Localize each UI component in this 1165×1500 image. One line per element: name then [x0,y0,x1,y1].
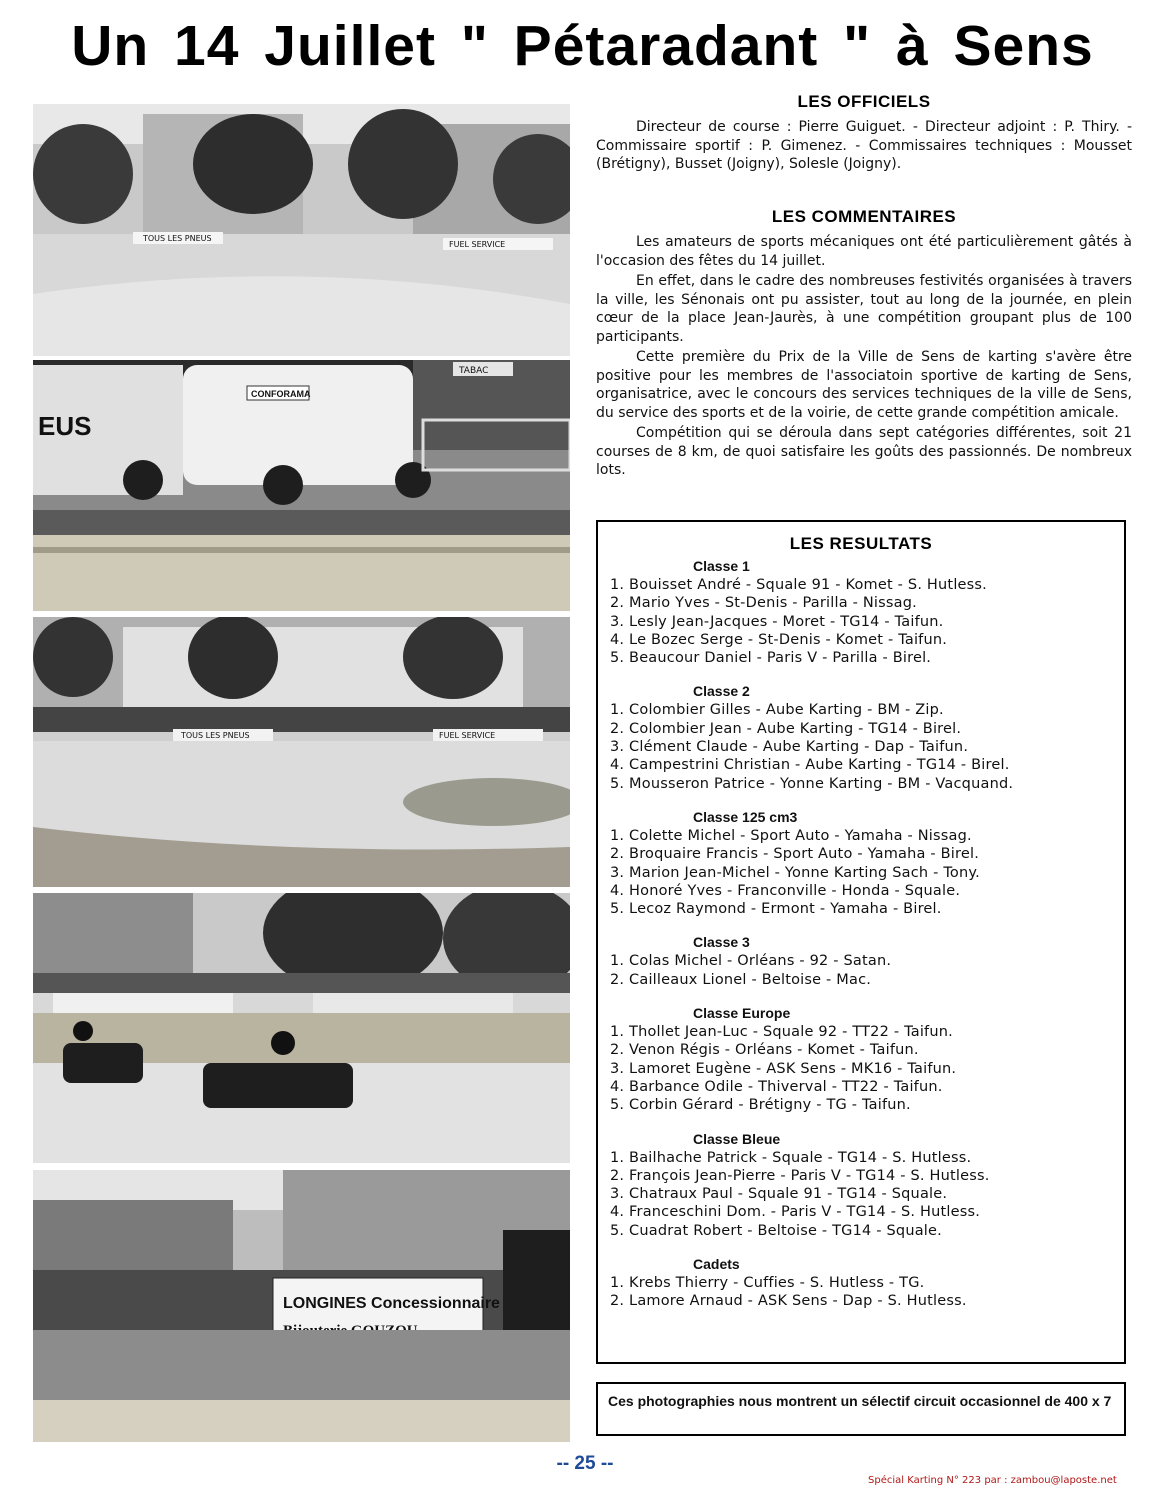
result-list [598,1023,1124,1114]
officiels-text: Directeur de course : Pierre Guiguet. - Directeur adjoint : P. Thiry. - Commissaire sportif : P. Gimenez. - Commissaires techniques : Mousset (Brétigny), Busset (Joigny), Solesle (Joigny). [596,119,1132,172]
result-list [598,827,1124,918]
result-entry: 1. Krebs Thierry - Cuffies - S. Hutless - TG. [610,1275,925,1292]
class-heading: Classe 2 [693,683,750,700]
result-entry: 4. Barbance Odile - Thiverval - TT22 - Taifun. [610,1078,943,1095]
result-entry: 5. Mousseron Patrice - Yonne Karting - BM - Vacquand. [610,775,1014,792]
commentaires-paragraph: En effet, dans le cadre des nombreuses festivités organisées à travers la ville, les Sénonais ont pu assister, tout au long de la journée, en plein cœur de la place Jean-Jaurès, à une compétition groupant plus de 100 participants. [596,273,1132,345]
photo-caption: Ces photographies nous montrent un sélectif circuit occasionnel de 400 x 7 [596,1382,1126,1436]
banner-longines: LONGINES Concessionnaire [283,1295,500,1312]
result-entry: 2. François Jean-Pierre - Paris V - TG14 - S. Hutless. [610,1167,990,1184]
result-entry: 1. Colette Michel - Sport Auto - Yamaha - Nissag. [610,827,972,844]
result-entry: 5. Cuadrat Robert - Beltoise - TG14 - Squale. [610,1222,942,1239]
resultats-box [596,520,1126,1364]
result-entry: 2. Venon Régis - Orléans - Komet - Taifun. [610,1042,919,1059]
result-entry: 1. Colas Michel - Orléans - 92 - Satan. [610,953,892,970]
class-heading: Classe Europe [693,1005,791,1022]
class-heading: Cadets [693,1256,740,1273]
result-entry: 1. Bouisset André - Squale 91 - Komet - S. Hutless. [610,577,987,593]
sign-tous-les-pneus: TOUS LES PNEUS [143,234,212,243]
footer-credit: Spécial Karting N° 223 par : zambou@laposte.net [868,1475,1117,1486]
sign-conforama: CONFORAMA [251,389,311,399]
class-heading: Classe 3 [693,934,750,951]
photo-spectators-banner [33,1170,570,1442]
sign-fuel-service: FUEL SERVICE [449,240,506,249]
result-entry: 1. Thollet Jean-Luc - Squale 92 - TT22 - Taifun. [610,1024,953,1041]
photo-circuit [33,617,570,887]
photo-square-barriers [33,104,570,356]
commentaires-paragraph: Cette première du Prix de la Ville de Sens de karting s'avère être positive pour les membres de l'associatoin sportive de karting de Sens, organisatrice, avec le concours des services techniques de la ville de Sens, du service des sports et de la voirie, de cette grande compétition amicale. [596,349,1132,421]
class-heading: Classe 1 [693,558,750,574]
commentaires-paragraph: Les amateurs de sports mécaniques ont été particulièrement gâtés à l'occasion des fêtes du 14 juillet. [596,234,1132,269]
sign-fuel-service-2: FUEL SERVICE [439,731,496,740]
result-list [598,1149,1124,1240]
result-list [598,1274,1124,1311]
result-entry: 3. Marion Jean-Michel - Yonne Karting Sach - Tony. [610,864,980,881]
commentaires-heading: LES COMMENTAIRES [771,207,957,226]
resultats-classes [598,556,1124,1311]
page-number: -- 25 -- [556,1453,614,1474]
result-entry: 3. Clément Claude - Aube Karting - Dap - Taifun. [610,739,969,756]
result-entry: 4. Franceschini Dom. - Paris V - TG14 - S. Hutless. [610,1204,981,1221]
result-entry: 1. Bailhache Patrick - Squale - TG14 - S. Hutless. [610,1149,972,1166]
result-entry: 3. Lesly Jean-Jacques - Moret - TG14 - Taifun. [610,613,944,630]
result-entry: 5. Beaucour Daniel - Paris V - Parilla - Birel. [610,650,932,667]
officiels-heading: LES OFFICIELS [797,92,931,111]
result-entry: 3. Lamoret Eugène - ASK Sens - MK16 - Taifun. [610,1060,957,1077]
result-entry: 2. Cailleaux Lionel - Beltoise - Mac. [610,971,872,988]
result-entry: 2. Colombier Jean - Aube Karting - TG14 - Birel. [610,720,962,737]
commentaires-paragraph: Compétition qui se déroula dans sept catégories différentes, soit 21 courses de 8 km, de quoi satisfaire les goûts des passionnés. De nombreux lots. [596,425,1132,478]
result-list [598,576,1124,667]
resultats-heading: LES RESULTATS [789,534,933,553]
officiels-section [596,92,1132,176]
van-lettering: EUS [38,411,92,441]
result-entry: 4. Le Bozec Serge - St-Denis - Komet - Taifun. [610,631,948,648]
sign-tous-les-pneus-2: TOUS LES PNEUS [181,731,250,740]
result-entry: 2. Broquaire Francis - Sport Auto - Yamaha - Birel. [610,846,980,863]
result-list [598,701,1124,792]
result-entry: 3. Chatraux Paul - Squale 91 - TG14 - Squale. [610,1186,948,1203]
result-entry: 2. Mario Yves - St-Denis - Parilla - Nissag. [610,595,917,612]
class-heading: Classe Bleue [693,1130,781,1147]
result-entry: 4. Campestrini Christian - Aube Karting - TG14 - Birel. [610,757,1010,774]
result-entry: 4. Honoré Yves - Franconville - Honda - Squale. [610,882,961,899]
result-entry: 1. Colombier Gilles - Aube Karting - BM - Zip. [610,702,944,719]
sign-tabac: TABAC [459,366,489,376]
result-entry: 5. Lecoz Raymond - Ermont - Yamaha - Birel. [610,901,942,918]
photo-vans [33,360,570,611]
class-heading: Classe 125 cm3 [693,808,798,825]
result-list [598,952,1124,989]
page-title: Un 14 Juillet " Pétaradant " à Sens [71,14,1094,78]
photo-karts-racing [33,893,570,1163]
result-entry: 5. Corbin Gérard - Brétigny - TG - Taifun. [610,1097,911,1114]
result-entry: 2. Lamore Arnaud - ASK Sens - Dap - S. Hutless. [610,1293,967,1310]
commentaires-section [596,207,1132,482]
